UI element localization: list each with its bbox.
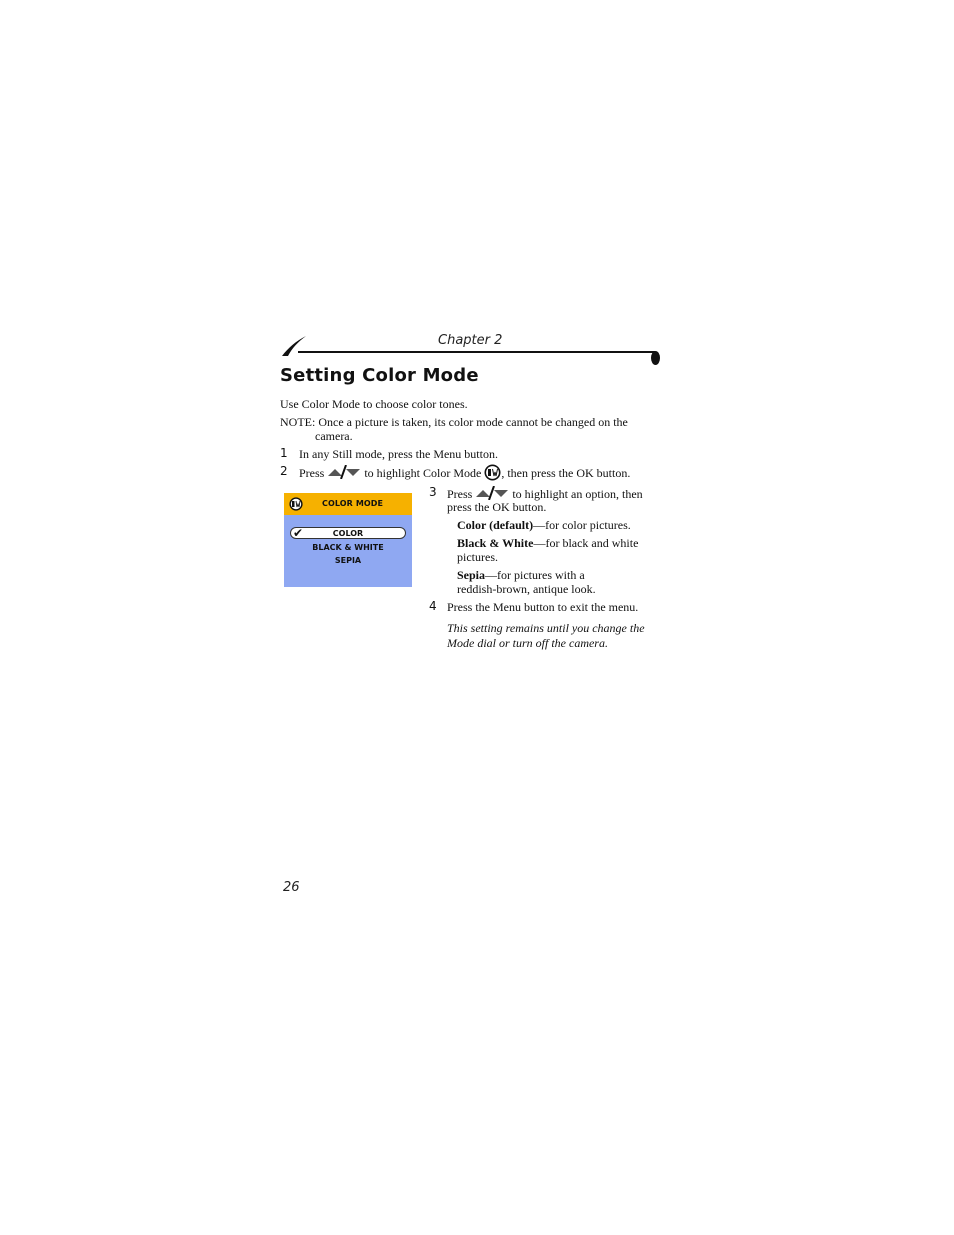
option-bw-line-2: pictures. xyxy=(457,550,498,564)
step-3-press: Press xyxy=(447,487,473,501)
step-1-number: 1 xyxy=(280,446,288,460)
lcd-option-color: COLOR xyxy=(332,529,364,538)
header-rule xyxy=(298,351,655,353)
step-2-press: Press xyxy=(299,466,325,480)
checkmark-icon: ✔ xyxy=(293,526,304,540)
header-rule-end-dot xyxy=(651,351,660,365)
step-2-number: 2 xyxy=(280,464,288,478)
step-2-middle: to highlight Color Mode xyxy=(364,466,482,480)
option-sepia-label: Sepia xyxy=(457,568,486,582)
step-3-rest: to highlight an option, then xyxy=(512,487,643,501)
lcd-option-sepia: SEPIA xyxy=(334,556,362,565)
step-3-line-1 xyxy=(447,486,643,501)
chapter-label: Chapter 2 xyxy=(438,333,503,348)
step-2-text xyxy=(299,464,630,481)
chapter-swoosh-icon xyxy=(282,336,306,356)
option-color-label: Color (default) xyxy=(457,518,534,532)
note-label: NOTE: xyxy=(280,415,316,429)
tip-line-2: Mode dial or turn off the camera. xyxy=(447,636,608,650)
option-bw-text: —for black and white xyxy=(533,536,639,550)
step-3-line-2: press the OK button. xyxy=(447,500,547,514)
step-3-number: 3 xyxy=(429,485,437,499)
camera-lcd-screen xyxy=(284,493,412,587)
note-line-1 xyxy=(280,415,628,429)
note-text: Once a picture is taken, its color mode cannot be changed on the xyxy=(318,415,628,429)
page-number: 26 xyxy=(283,880,300,895)
option-color xyxy=(457,518,631,532)
step-1-text: In any Still mode, press the Menu button. xyxy=(299,447,498,461)
lcd-menu-title: COLOR MODE xyxy=(322,499,384,508)
option-bw xyxy=(457,536,638,550)
up-down-arrows-icon xyxy=(327,465,361,479)
tip-line-1: This setting remains until you change the xyxy=(447,621,645,635)
intro-text: Use Color Mode to choose color tones. xyxy=(280,397,468,411)
lcd-option-black-white: BLACK & WHITE xyxy=(312,543,384,552)
step-2-end: , then press the OK button. xyxy=(501,466,631,480)
option-sepia xyxy=(457,568,585,582)
step-4-text: Press the Menu button to exit the menu. xyxy=(447,600,639,614)
option-sepia-line-2: reddish-brown, antique look. xyxy=(457,582,596,596)
bw-color-mode-icon xyxy=(289,497,303,511)
page-title: Setting Color Mode xyxy=(280,365,479,386)
note-line-2: camera. xyxy=(315,429,353,443)
step-4-number: 4 xyxy=(429,599,437,613)
up-down-arrows-icon xyxy=(475,486,509,500)
option-color-text: —for color pictures. xyxy=(533,518,631,532)
option-bw-label: Black & White xyxy=(457,536,534,550)
bw-color-mode-icon xyxy=(484,464,501,481)
option-sepia-text: —for pictures with a xyxy=(485,568,585,582)
